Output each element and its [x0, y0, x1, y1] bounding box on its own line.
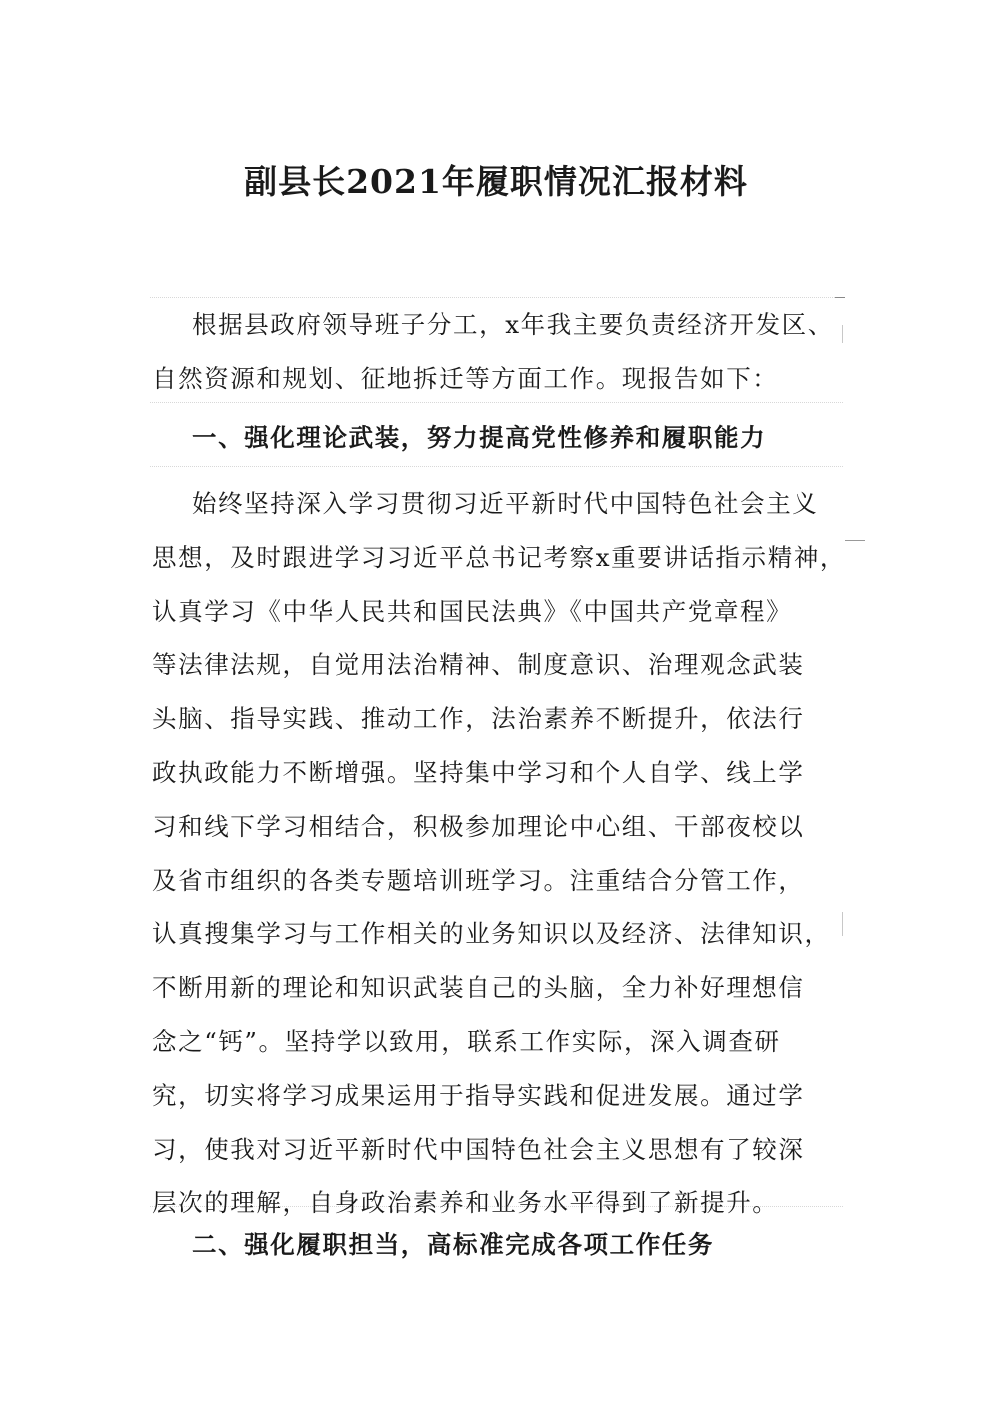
text-line: 习，使我对习近平新时代中国特色社会主义思想有了较深	[152, 1134, 805, 1164]
text-line: 及省市组织的各类专题培训班学习。注重结合分管工作，	[152, 865, 805, 895]
text-line: 念之“钙”。坚持学以致用，联系工作实际，深入调查研	[152, 1026, 781, 1056]
section-heading-1: 一、强化理论武装，努力提高党性修养和履职能力	[192, 423, 767, 452]
intro-paragraph	[152, 298, 852, 406]
text-line: 自然资源和规划、征地拆迁等方面工作。现报告如下：	[152, 363, 779, 393]
text-line: 等法律法规，自觉用法治精神、制度意识、治理观念武装	[152, 650, 805, 680]
text-frame-rule	[150, 466, 843, 467]
section-1-paragraph	[152, 477, 852, 1230]
text-line: 认真学习《中华人民共和国民法典》《中国共产党章程》	[152, 596, 793, 626]
text-line: 究，切实将学习成果运用于指导实践和促进发展。通过学	[152, 1080, 805, 1110]
text-line: 根据县政府领导班子分工，x年我主要负责经济开发区、	[192, 310, 834, 339]
text-line: 习和线下学习相结合，积极参加理论中心组、干部夜校以	[152, 811, 805, 841]
document-title: 副县长2021年履职情况汇报材料	[244, 162, 748, 201]
text-line: 始终坚持深入学习贯彻习近平新时代中国特色社会主义	[192, 489, 819, 518]
text-line: 认真搜集学习与工作相关的业务知识以及经济、法律知识，	[152, 919, 831, 949]
text-line: 层次的理解，自身政治素养和业务水平得到了新提升。	[152, 1188, 779, 1218]
section-heading-2: 二、强化履职担当，高标准完成各项工作任务	[192, 1230, 714, 1259]
text-line: 思想，及时跟进学习习近平总书记考察x重要讲话指示精神，	[152, 542, 847, 572]
text-line: 不断用新的理论和知识武装自己的头脑，全力补好理想信	[152, 973, 805, 1003]
text-line: 头脑、指导实践、推动工作，法治素养不断提升，依法行	[152, 704, 805, 734]
text-line: 政执政能力不断增强。坚持集中学习和个人自学、线上学	[152, 757, 805, 787]
